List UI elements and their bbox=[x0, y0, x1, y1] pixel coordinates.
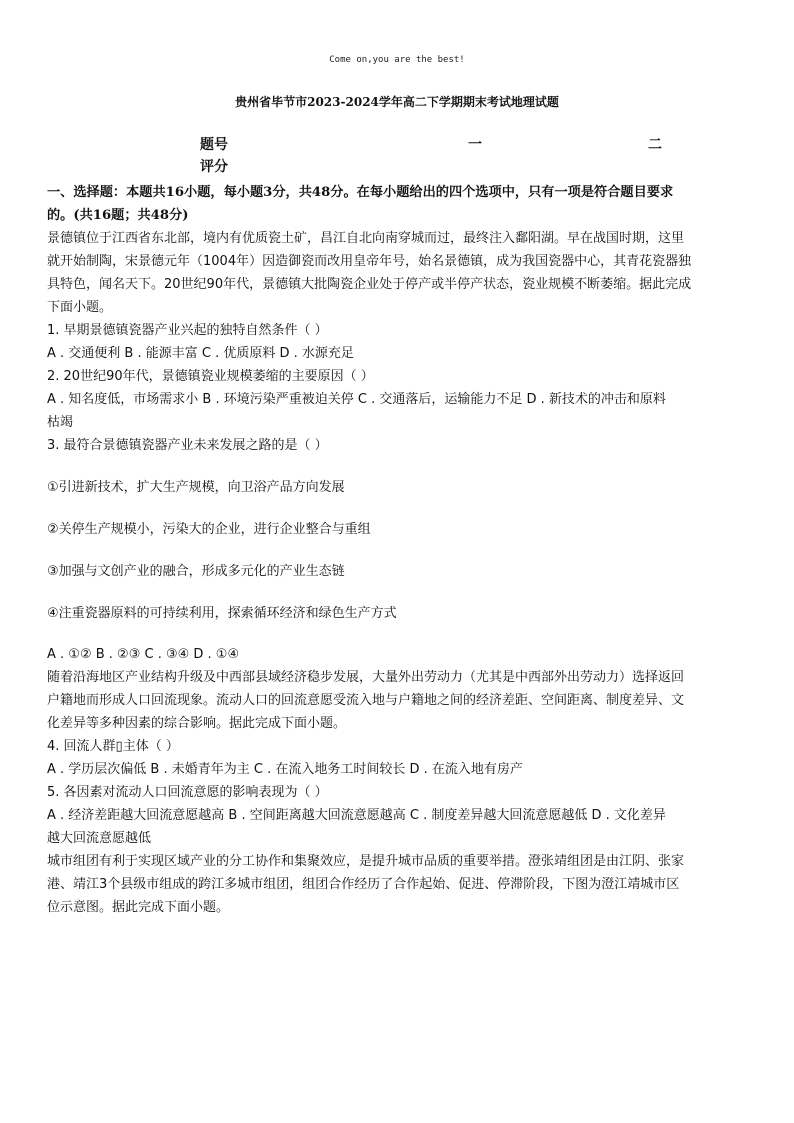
score-col-section-1: 一 bbox=[468, 137, 482, 153]
question-3-item: ④注重瓷器原料的可持续利用，探索循环经济和绿色生产方式 bbox=[47, 606, 397, 621]
exam-content bbox=[47, 181, 749, 919]
question-5-options-cont: 越大回流意愿越低 bbox=[47, 831, 152, 846]
passage-line: 具特色，闻名天下。20世纪90年代，景德镇大批陶瓷企业处于停产或半停产状态，瓷业规模不断萎缩。据此完成 bbox=[47, 277, 692, 292]
passage-line: 化差异等多种因素的综合影响。据此完成下面小题。 bbox=[47, 716, 347, 731]
question-2-stem: 2. 20世纪90年代，景德镇瓷业规模萎缩的主要原因（ ） bbox=[47, 369, 374, 384]
score-table bbox=[200, 134, 680, 178]
question-5-options: A . 经济差距越大回流意愿越高 B . 空间距离越大回流意愿越高 C . 制度差异越大回流意愿越低 D . 文化差异 bbox=[47, 808, 666, 823]
passage-line: 随着沿海地区产业结构升级及中西部县域经济稳步发展，大量外出劳动力（尤其是中西部外出劳动力）选择返回 bbox=[47, 670, 685, 685]
exam-title: 贵州省毕节市2023-2024学年高二下学期期末考试地理试题 bbox=[235, 95, 559, 109]
question-4-stem: 4. 回流人群▯主体（ ） bbox=[47, 739, 179, 754]
passage-line: 景德镇位于江西省东北部，境内有优质瓷土矿，昌江自北向南穿城而过，最终注入鄱阳湖。早在战国时期，这里 bbox=[47, 231, 685, 246]
passage-line: 港、靖江3个县级市组成的跨江多城市组团，组团合作经历了合作起始、促进、停滞阶段，下图为澄江靖城市区 bbox=[47, 877, 680, 892]
question-4-options: A . 学历层次偏低 B . 未婚青年为主 C . 在流入地务工时间较长 D . 在流入地有房产 bbox=[47, 762, 523, 777]
section-heading-cont: 的。(共16题；共48分) bbox=[47, 208, 189, 223]
score-label-score: 评分 bbox=[200, 159, 228, 175]
question-2-options-cont: 枯竭 bbox=[47, 415, 74, 430]
score-label-question-number: 题号 bbox=[200, 137, 228, 153]
passage-line: 下面小题。 bbox=[47, 300, 113, 315]
passage-line: 户籍地而形成人口回流现象。流动人口的回流意愿受流入地与户籍地之间的经济差距、空间距离、制度差异、文 bbox=[47, 693, 685, 708]
question-3-item: ②关停生产规模小，污染大的企业，进行企业整合与重组 bbox=[47, 522, 371, 537]
question-3-stem: 3. 最符合景德镇瓷器产业未来发展之路的是（ ） bbox=[47, 438, 328, 453]
question-1-stem: 1. 早期景德镇瓷器产业兴起的独特自然条件（ ） bbox=[47, 323, 328, 338]
section-heading: 一、选择题：本题共16小题，每小题3分，共48分。在每小题给出的四个选项中，只有一项是符合题目要求 bbox=[47, 185, 674, 200]
passage-line: 城市组团有利于实现区域产业的分工协作和集聚效应，是提升城市品质的重要举措。澄张靖组团是由江阴、张家 bbox=[47, 854, 685, 869]
question-3-item: ①引进新技术，扩大生产规模，向卫浴产品方向发展 bbox=[47, 480, 345, 495]
score-row-score bbox=[200, 156, 680, 178]
passage-line: 位示意图。据此完成下面小题。 bbox=[47, 900, 230, 915]
question-1-options: A . 交通便利 B . 能源丰富 C . 优质原料 D . 水源充足 bbox=[47, 346, 354, 361]
page-header-slogan: Come on,you are the best! bbox=[329, 55, 465, 65]
score-row-header bbox=[200, 134, 680, 156]
question-2-options: A . 知名度低，市场需求小 B . 环境污染严重被迫关停 C . 交通落后，运输能力不足 D . 新技术的冲击和原料 bbox=[47, 392, 666, 407]
passage-line: 就开始制陶，宋景德元年（1004年）因造御瓷而改用皇帝年号，始名景德镇，成为我国瓷器中心，其青花瓷器独 bbox=[47, 254, 692, 269]
question-3-options: A . ①② B . ②③ C . ③④ D . ①④ bbox=[47, 647, 240, 662]
question-3-item: ③加强与文创产业的融合，形成多元化的产业生态链 bbox=[47, 564, 345, 579]
score-col-section-2: 二 bbox=[648, 137, 662, 153]
question-5-stem: 5. 各因素对流动人口回流意愿的影响表现为（ ） bbox=[47, 785, 328, 800]
